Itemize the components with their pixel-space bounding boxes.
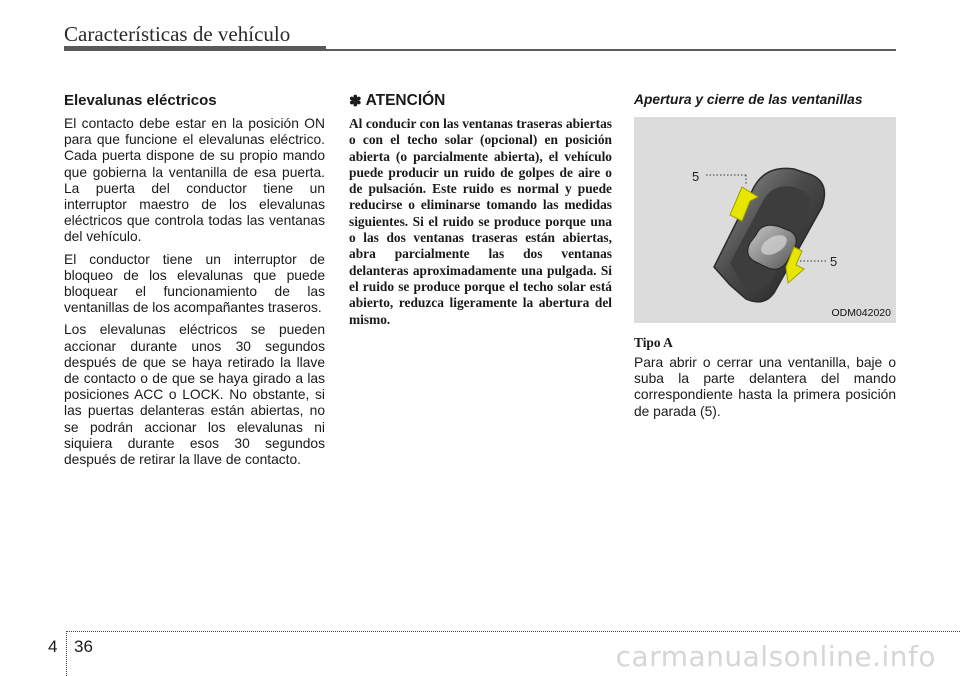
attention-title: ATENCIÓN [365, 92, 446, 109]
footer-divider [66, 631, 67, 676]
column-power-windows [64, 92, 325, 474]
column-attention [349, 92, 612, 328]
header-rule-thick [64, 46, 326, 51]
paragraph: El contacto debe estar en la posición ON para que funcione el elevalunas eléctrico. Cada puerta dispone de su propio mando que gobierna la ventanilla de esa puerta. La puerta del conductor tiene un interruptor maestro de los elevalunas eléctricos que controla todas las ventanas del vehículo. [64, 116, 325, 245]
attention-text: Al conducir con las ventanas traseras abiertas o con el techo solar (opcional) en posición abierta (o parcialmente abierta), el vehículo puede producir un ruido de golpes de aire o de pulsación. Este ruido es normal y puede reducirse o eliminarse tomando las medidas siguientes. Si el ruido se produce porque una o las dos ventanas traseras están abiertas, abra parcialmente las dos ventanas delanteras aproximadamente una pulgada. Si el ruido se produce porque el techo solar está abierto, reduzca ligeramente la abertura del mismo. [349, 116, 612, 327]
page-header-title: Características de vehículo [64, 22, 291, 46]
type-label: Tipo A [634, 335, 673, 350]
callout-label: 5 [830, 254, 838, 269]
watermark: carmanualsonline.info [615, 640, 936, 673]
window-switch-figure [634, 117, 896, 323]
window-switch-illustration [634, 117, 896, 323]
page-number: 36 [74, 637, 93, 656]
footer-rule [66, 631, 960, 632]
chapter-number: 4 [48, 637, 58, 656]
column-window-operation [634, 92, 896, 426]
paragraph: El conductor tiene un interruptor de bloqueo de los elevalunas que puede bloquear el funcionamiento de las ventanillas de los acompañantes traseros. [64, 251, 325, 316]
figure-code: ODM042020 [831, 307, 891, 319]
header-rule-thin [326, 49, 896, 51]
callout-label: 5 [692, 169, 700, 184]
attention-heading [349, 92, 612, 110]
subsection-heading: Apertura y cierre de las ventanillas [634, 92, 863, 107]
paragraph: Para abrir o cerrar una ventanilla, baje o suba la parte delantera del mando correspondiente hasta la primera posición de parada (5). [634, 355, 896, 419]
section-heading: Elevalunas eléctricos [64, 92, 217, 109]
paragraph: Los elevalunas eléctricos se pueden accionar durante unos 30 segundos después de que se haya retirado la llave de contacto o de que se haya girado a las posiciones ACC o LOCK. No obstante, si las puertas delanteras están abiertas, no se podrán accionar los elevalunas ni siquiera durante esos 30 segundos después de retirar la llave de contacto. [64, 322, 325, 468]
asterisk-icon: ✽ [349, 93, 362, 110]
